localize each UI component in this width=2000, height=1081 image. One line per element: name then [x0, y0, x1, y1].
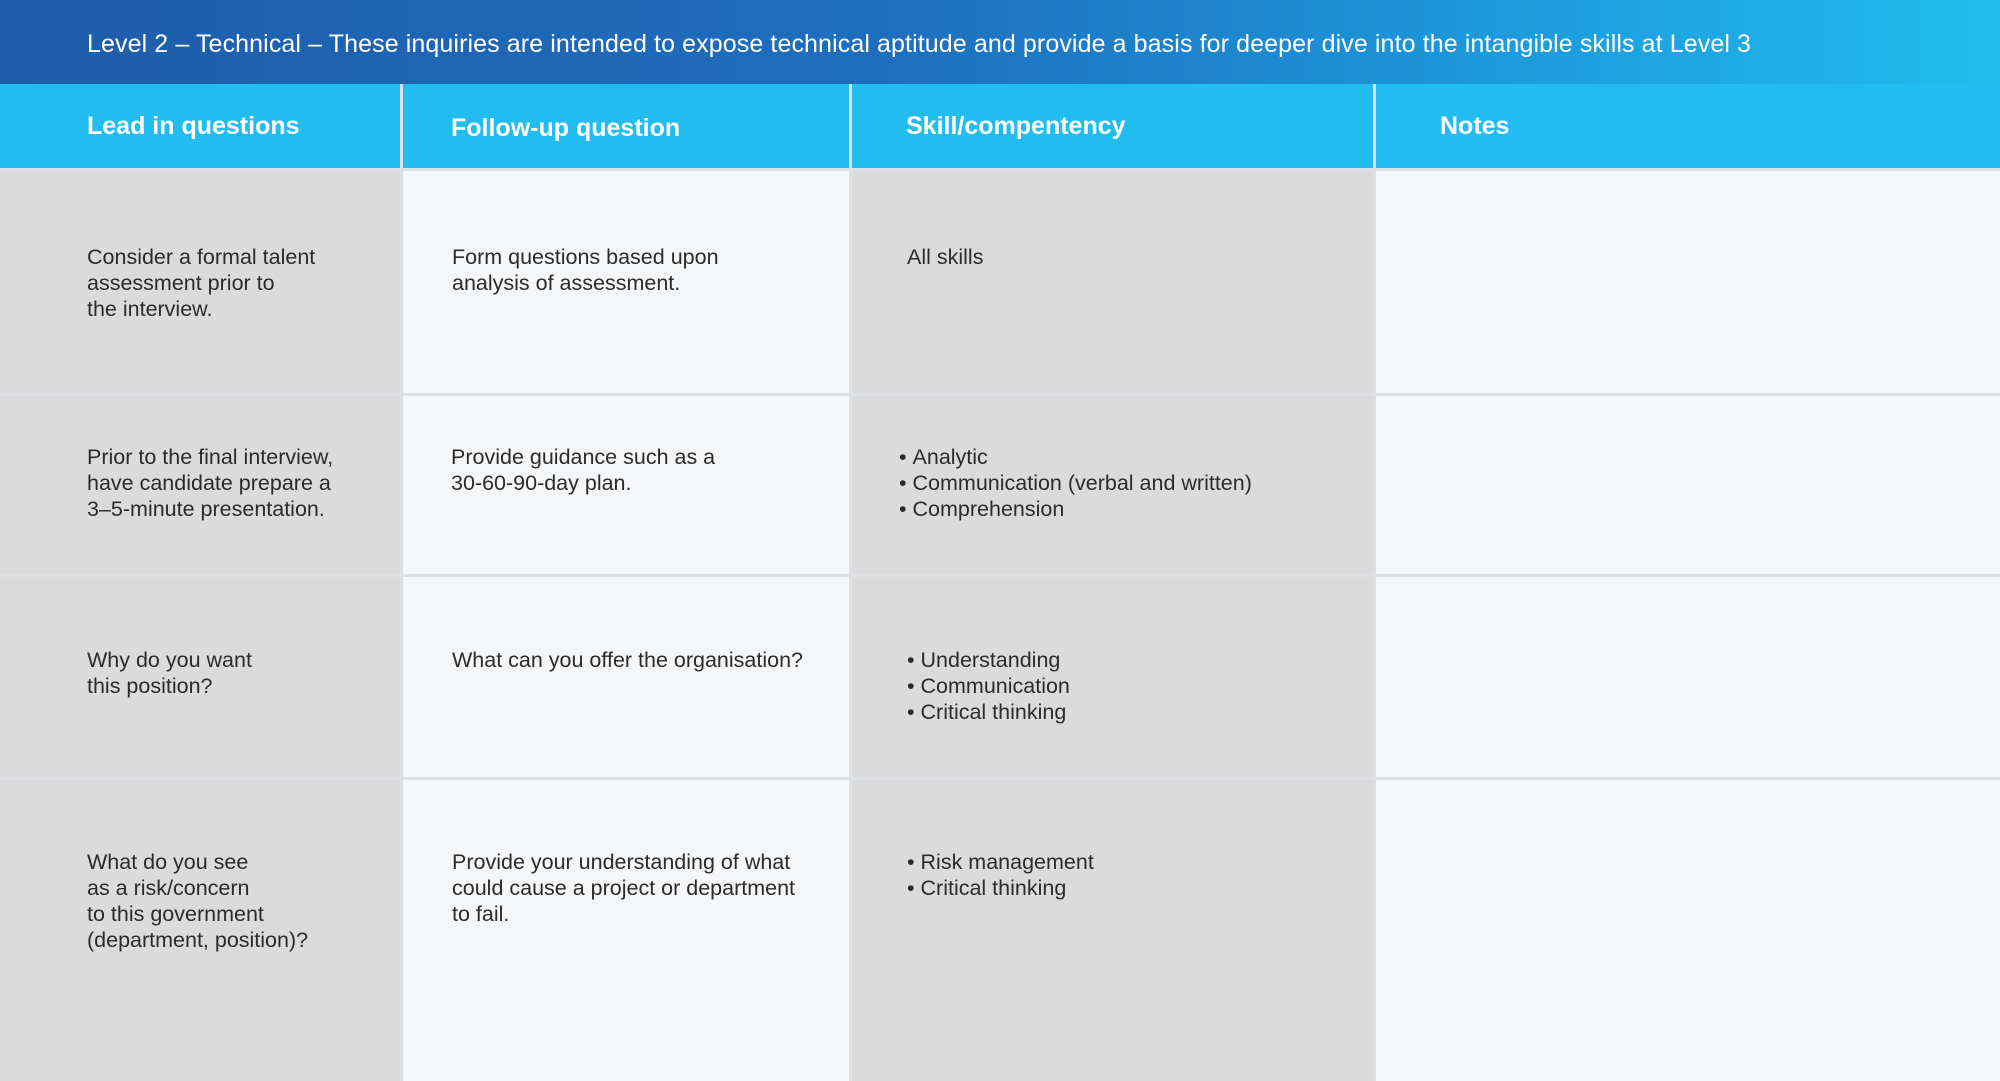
row-2-followup-text: Provide guidance such as a 30-60-90-day plan.	[451, 445, 716, 495]
question-table	[0, 84, 2000, 1081]
row-3-lead	[0, 577, 400, 777]
row-3-notes[interactable]	[1376, 577, 2000, 777]
row-3-followup-text: What can you offer the organisation?	[452, 648, 803, 672]
row-2-followup	[403, 396, 849, 574]
skill-item: • Analytic	[899, 444, 1252, 470]
header-notes	[1376, 84, 2000, 168]
row-4-followup-text: Provide your understanding of what could cause a project or department to fail.	[452, 850, 796, 926]
row-4-lead-text: What do you see as a risk/concern to this government (department, position)?	[87, 850, 309, 952]
row-4-skills	[852, 780, 1373, 1081]
row-4-followup	[403, 780, 849, 1081]
row-1-skill-text: All skills	[907, 245, 984, 269]
header-lead-in	[0, 84, 400, 168]
skill-item: • Risk management	[907, 849, 1094, 875]
header-skill-label: Skill/compentency	[906, 112, 1126, 140]
row-2-skills	[852, 396, 1373, 574]
header-lead-in-label: Lead in questions	[87, 112, 300, 140]
row-1-lead	[0, 171, 400, 393]
row-2-notes[interactable]	[1376, 396, 2000, 574]
row-2-lead	[0, 396, 400, 574]
skill-item: • Comprehension	[899, 496, 1252, 522]
header-notes-label: Notes	[1440, 112, 1510, 140]
row-1-notes[interactable]	[1376, 171, 2000, 393]
level-banner	[0, 0, 2000, 84]
header-follow-up-label: Follow-up question	[451, 114, 681, 142]
skill-item: • Critical thinking	[907, 875, 1094, 901]
row-1-followup	[403, 171, 849, 393]
skill-item: • Communication (verbal and written)	[899, 470, 1252, 496]
row-4-skill-list	[907, 849, 1094, 901]
skill-item: • Communication	[907, 673, 1070, 699]
row-4-lead	[0, 780, 400, 1081]
row-3-lead-text: Why do you want this position?	[87, 648, 252, 698]
row-1-skills	[852, 171, 1373, 393]
row-3-skills	[852, 577, 1373, 777]
header-skill	[852, 84, 1373, 168]
row-1-lead-text: Consider a formal talent assessment prior to the interview.	[87, 245, 316, 321]
skill-item: • Understanding	[907, 647, 1070, 673]
banner-title: Level 2 – Technical – These inquiries are intended to expose technical aptitude and provide a basis for deeper dive into the intangible skills at Level 3	[87, 30, 1752, 58]
row-2-lead-text: Prior to the final interview, have candidate prepare a 3–5-minute presentation.	[87, 445, 334, 521]
row-1-followup-text: Form questions based upon analysis of assessment.	[452, 245, 719, 295]
row-2-skill-list	[899, 444, 1252, 522]
row-4-notes[interactable]	[1376, 780, 2000, 1081]
row-3-skill-list	[907, 647, 1070, 725]
skill-item: • Critical thinking	[907, 699, 1070, 725]
header-follow-up	[403, 84, 849, 168]
row-3-followup	[403, 577, 849, 777]
